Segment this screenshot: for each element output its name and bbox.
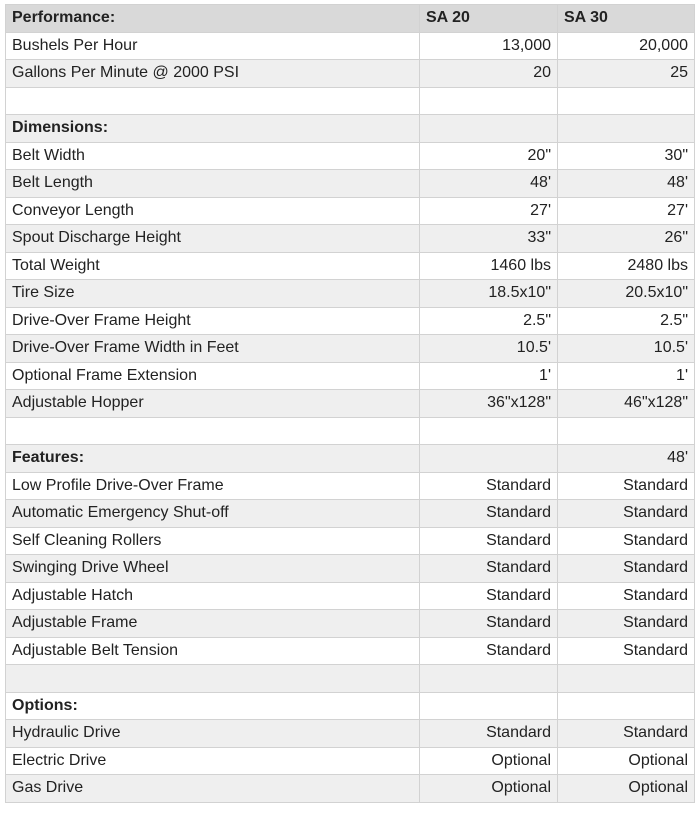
sa30-value: 1' <box>558 362 695 390</box>
sa30-value: 10.5' <box>558 335 695 363</box>
sa30-value: 20.5x10" <box>558 280 695 308</box>
sa20-value: Optional <box>420 775 558 803</box>
sa30-value: 2480 lbs <box>558 252 695 280</box>
sa20-value: Standard <box>420 472 558 500</box>
sa20-value: Standard <box>420 500 558 528</box>
table-row <box>6 720 695 748</box>
sa20-value: Standard <box>420 582 558 610</box>
spec-table <box>5 4 695 803</box>
sa20-value <box>420 87 558 115</box>
sa30-value: Standard <box>558 720 695 748</box>
sa20-value <box>420 115 558 143</box>
header-row <box>6 5 695 33</box>
row-label: Total Weight <box>6 252 420 280</box>
table-row <box>6 335 695 363</box>
table-row <box>6 555 695 583</box>
column-header-sa20: SA 20 <box>420 5 558 33</box>
sa20-value: 48' <box>420 170 558 198</box>
section-row <box>6 692 695 720</box>
sa20-value: Standard <box>420 720 558 748</box>
table-row <box>6 142 695 170</box>
sa30-value: 2.5" <box>558 307 695 335</box>
sa20-value <box>420 445 558 473</box>
sa20-value: 1' <box>420 362 558 390</box>
sa20-value: 1460 lbs <box>420 252 558 280</box>
sa20-value: 33" <box>420 225 558 253</box>
sa30-value: Standard <box>558 582 695 610</box>
row-label: Gallons Per Minute @ 2000 PSI <box>6 60 420 88</box>
sa30-value <box>558 87 695 115</box>
spacer-row <box>6 665 695 693</box>
row-label <box>6 417 420 445</box>
row-label: Belt Width <box>6 142 420 170</box>
sa30-value: 48' <box>558 170 695 198</box>
spacer-row <box>6 417 695 445</box>
sa20-value <box>420 665 558 693</box>
table-row <box>6 500 695 528</box>
sa30-value: 48' <box>558 445 695 473</box>
sa20-value: 20" <box>420 142 558 170</box>
sa20-value: 18.5x10" <box>420 280 558 308</box>
sa20-value <box>420 417 558 445</box>
sa30-value: Optional <box>558 747 695 775</box>
sa20-value: 13,000 <box>420 32 558 60</box>
table-row <box>6 307 695 335</box>
table-row <box>6 527 695 555</box>
section-row <box>6 115 695 143</box>
sa30-value: Standard <box>558 472 695 500</box>
spec-table-body <box>6 5 695 803</box>
sa20-value: 20 <box>420 60 558 88</box>
sa30-value: Standard <box>558 610 695 638</box>
table-row <box>6 32 695 60</box>
table-row <box>6 775 695 803</box>
table-row <box>6 747 695 775</box>
row-label: Features: <box>6 445 420 473</box>
sa20-value: 2.5" <box>420 307 558 335</box>
row-label: Adjustable Hopper <box>6 390 420 418</box>
sa30-value: 25 <box>558 60 695 88</box>
table-row <box>6 280 695 308</box>
row-label: Conveyor Length <box>6 197 420 225</box>
row-label: Automatic Emergency Shut-off <box>6 500 420 528</box>
table-row <box>6 637 695 665</box>
sa30-value: Standard <box>558 527 695 555</box>
row-label: Hydraulic Drive <box>6 720 420 748</box>
row-label: Adjustable Belt Tension <box>6 637 420 665</box>
row-label: Adjustable Frame <box>6 610 420 638</box>
sa20-value: Standard <box>420 610 558 638</box>
row-label: Drive-Over Frame Width in Feet <box>6 335 420 363</box>
table-row <box>6 362 695 390</box>
row-label: Tire Size <box>6 280 420 308</box>
table-row <box>6 225 695 253</box>
sa30-value: 30" <box>558 142 695 170</box>
row-label: Self Cleaning Rollers <box>6 527 420 555</box>
sa20-value: Standard <box>420 527 558 555</box>
row-label: Options: <box>6 692 420 720</box>
row-label: Adjustable Hatch <box>6 582 420 610</box>
row-label: Optional Frame Extension <box>6 362 420 390</box>
sa20-value: Optional <box>420 747 558 775</box>
row-label: Belt Length <box>6 170 420 198</box>
sa30-value: 26" <box>558 225 695 253</box>
row-label: Electric Drive <box>6 747 420 775</box>
row-label: Spout Discharge Height <box>6 225 420 253</box>
sa30-value: 20,000 <box>558 32 695 60</box>
sa30-value <box>558 665 695 693</box>
row-label: Dimensions: <box>6 115 420 143</box>
sa20-value: 36"x128" <box>420 390 558 418</box>
sa30-value <box>558 692 695 720</box>
table-row <box>6 170 695 198</box>
column-header-label: Performance: <box>6 5 420 33</box>
sa30-value <box>558 417 695 445</box>
row-label: Swinging Drive Wheel <box>6 555 420 583</box>
row-label <box>6 87 420 115</box>
table-row <box>6 197 695 225</box>
table-row <box>6 390 695 418</box>
sa30-value: Standard <box>558 555 695 583</box>
table-row <box>6 472 695 500</box>
sa30-value: Standard <box>558 637 695 665</box>
spacer-row <box>6 87 695 115</box>
sa30-value: Optional <box>558 775 695 803</box>
row-label <box>6 665 420 693</box>
sa30-value: 27' <box>558 197 695 225</box>
row-label: Low Profile Drive-Over Frame <box>6 472 420 500</box>
sa30-value <box>558 115 695 143</box>
sa30-value: 46"x128" <box>558 390 695 418</box>
table-row <box>6 582 695 610</box>
sa20-value: Standard <box>420 555 558 583</box>
sa20-value <box>420 692 558 720</box>
sa20-value: 27' <box>420 197 558 225</box>
table-row <box>6 60 695 88</box>
sa20-value: Standard <box>420 637 558 665</box>
table-row <box>6 252 695 280</box>
section-row <box>6 445 695 473</box>
row-label: Gas Drive <box>6 775 420 803</box>
row-label: Bushels Per Hour <box>6 32 420 60</box>
sa20-value: 10.5' <box>420 335 558 363</box>
table-row <box>6 610 695 638</box>
row-label: Drive-Over Frame Height <box>6 307 420 335</box>
column-header-sa30: SA 30 <box>558 5 695 33</box>
sa30-value: Standard <box>558 500 695 528</box>
